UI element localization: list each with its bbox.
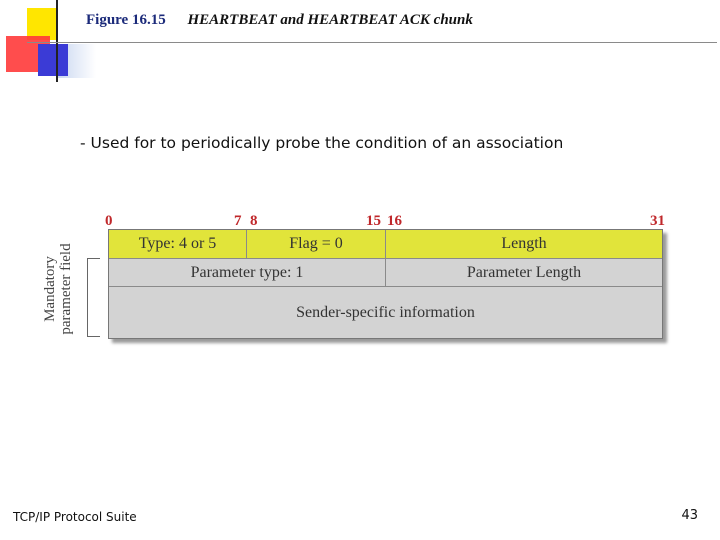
figure-label: Figure 16.15 <box>86 12 166 28</box>
table-row-info <box>109 287 662 338</box>
bullet-text: - Used for to periodically probe the condition of an association <box>80 134 564 152</box>
cell-flag: Flag = 0 <box>247 230 386 258</box>
decor-horizontal-line <box>27 42 717 43</box>
mandatory-label-line1: Mandatory <box>42 256 58 322</box>
table-row-header <box>109 230 662 259</box>
mandatory-label-line2: parameter field <box>58 243 74 335</box>
table-row-parameter <box>109 259 662 287</box>
bit-label-7: 7 <box>234 213 242 229</box>
bit-label-0: 0 <box>105 213 113 229</box>
cell-type: Type: 4 or 5 <box>109 230 247 258</box>
figure-title: HEARTBEAT and HEARTBEAT ACK chunk <box>187 12 473 28</box>
chunk-table <box>108 229 663 339</box>
bit-label-16: 16 <box>387 213 402 229</box>
footer-text: TCP/IP Protocol Suite <box>13 510 137 524</box>
page-number: 43 <box>681 508 698 523</box>
decor-blue-square <box>38 44 68 76</box>
mandatory-bracket <box>87 258 100 337</box>
cell-parameter-type: Parameter type: 1 <box>109 259 386 286</box>
bit-label-31: 31 <box>650 213 665 229</box>
mandatory-parameter-label <box>42 234 74 344</box>
slide-title <box>86 12 473 29</box>
bit-label-8: 8 <box>250 213 258 229</box>
cell-sender-info: Sender-specific information <box>296 303 475 321</box>
decor-vertical-line <box>56 0 58 82</box>
bit-label-15: 15 <box>366 213 381 229</box>
cell-parameter-length: Parameter Length <box>466 263 582 281</box>
cell-length: Length <box>501 235 547 252</box>
